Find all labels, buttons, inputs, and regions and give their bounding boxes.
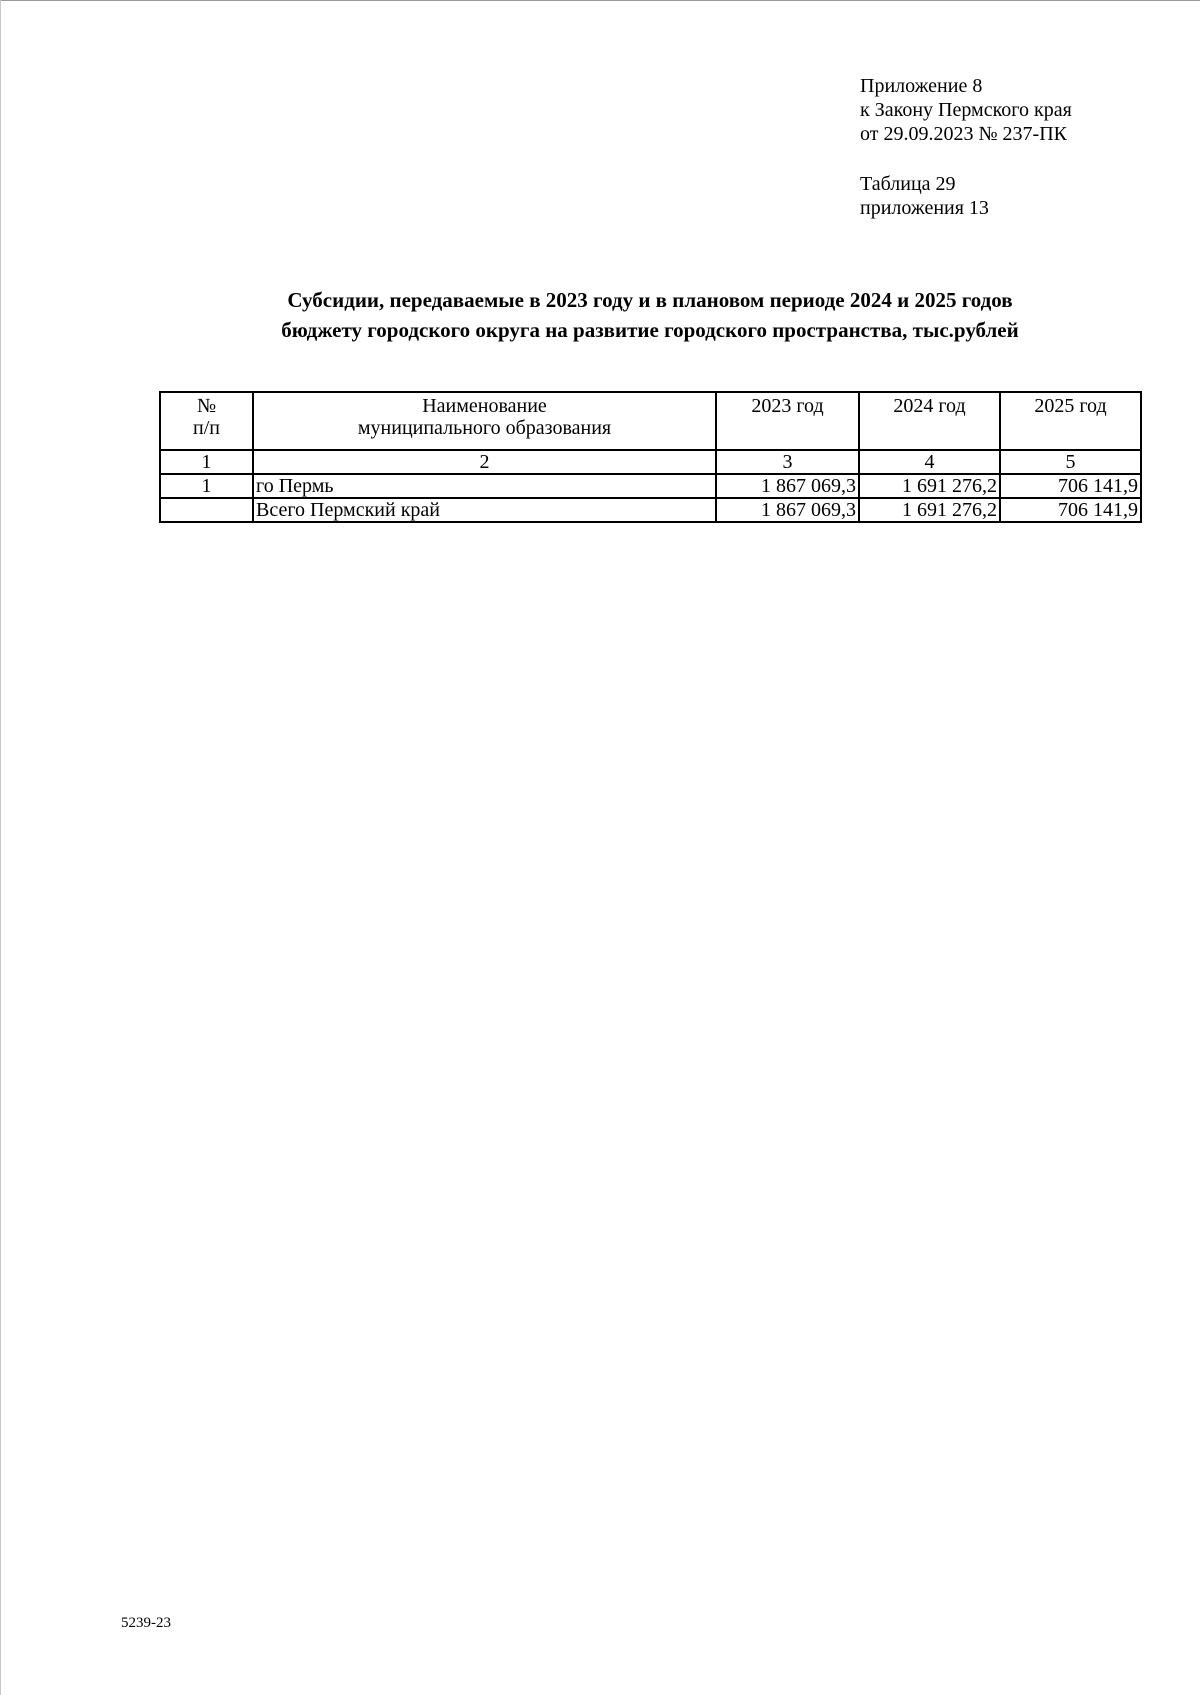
header-municipality-line-1: Наименование <box>422 395 547 417</box>
table-reference: Таблица 29 <box>860 173 956 195</box>
total-2025: 706 141,9 <box>1000 498 1141 522</box>
header-number-line-2: п/п <box>193 417 220 439</box>
column-number-4: 4 <box>859 450 1000 474</box>
header-year-2025: 2025 год <box>1000 392 1141 450</box>
header-municipality <box>253 392 716 450</box>
column-number-2: 2 <box>253 450 716 474</box>
header-number <box>160 392 253 450</box>
table-row <box>160 474 1141 498</box>
total-label: Всего Пермский край <box>253 498 716 522</box>
column-number-row <box>160 450 1141 474</box>
document-code: 5239-23 <box>121 1615 171 1631</box>
appendix-law-reference: к Закону Пермского края <box>860 99 1072 121</box>
table-total-row <box>160 498 1141 522</box>
header-municipality-line-2: муниципального образования <box>357 417 612 439</box>
amount-2024: 1 691 276,2 <box>859 474 1000 498</box>
page-top-border <box>0 0 1200 1</box>
appendix-law-date: от 29.09.2023 № 237-ПК <box>860 123 1068 145</box>
header-year-2023: 2023 год <box>716 392 859 450</box>
appendix-header <box>860 74 1190 220</box>
column-number-1: 1 <box>160 450 253 474</box>
header-spacer <box>860 146 1190 172</box>
amount-2023: 1 867 069,3 <box>716 474 859 498</box>
table-appendix-reference: приложения 13 <box>860 197 989 219</box>
table-header-row <box>160 392 1141 450</box>
total-2023: 1 867 069,3 <box>716 498 859 522</box>
header-number-line-1: № <box>196 395 217 417</box>
row-number: 1 <box>160 474 253 498</box>
subsidies-table <box>159 391 1142 523</box>
document-title <box>130 285 1170 345</box>
appendix-number: Приложение 8 <box>860 75 983 97</box>
header-year-2024: 2024 год <box>859 392 1000 450</box>
municipality-name: го Пермь <box>253 474 716 498</box>
document-title-line-2: бюджету городского округа на развитие городского пространства, тыс.рублей <box>281 318 1019 342</box>
column-number-5: 5 <box>1000 450 1141 474</box>
amount-2025: 706 141,9 <box>1000 474 1141 498</box>
document-title-line-1: Субсидии, передаваемые в 2023 году и в плановом периоде 2024 и 2025 годов <box>287 288 1013 312</box>
column-number-3: 3 <box>716 450 859 474</box>
total-2024: 1 691 276,2 <box>859 498 1000 522</box>
row-number <box>160 498 253 522</box>
page-left-border <box>0 0 1 1695</box>
